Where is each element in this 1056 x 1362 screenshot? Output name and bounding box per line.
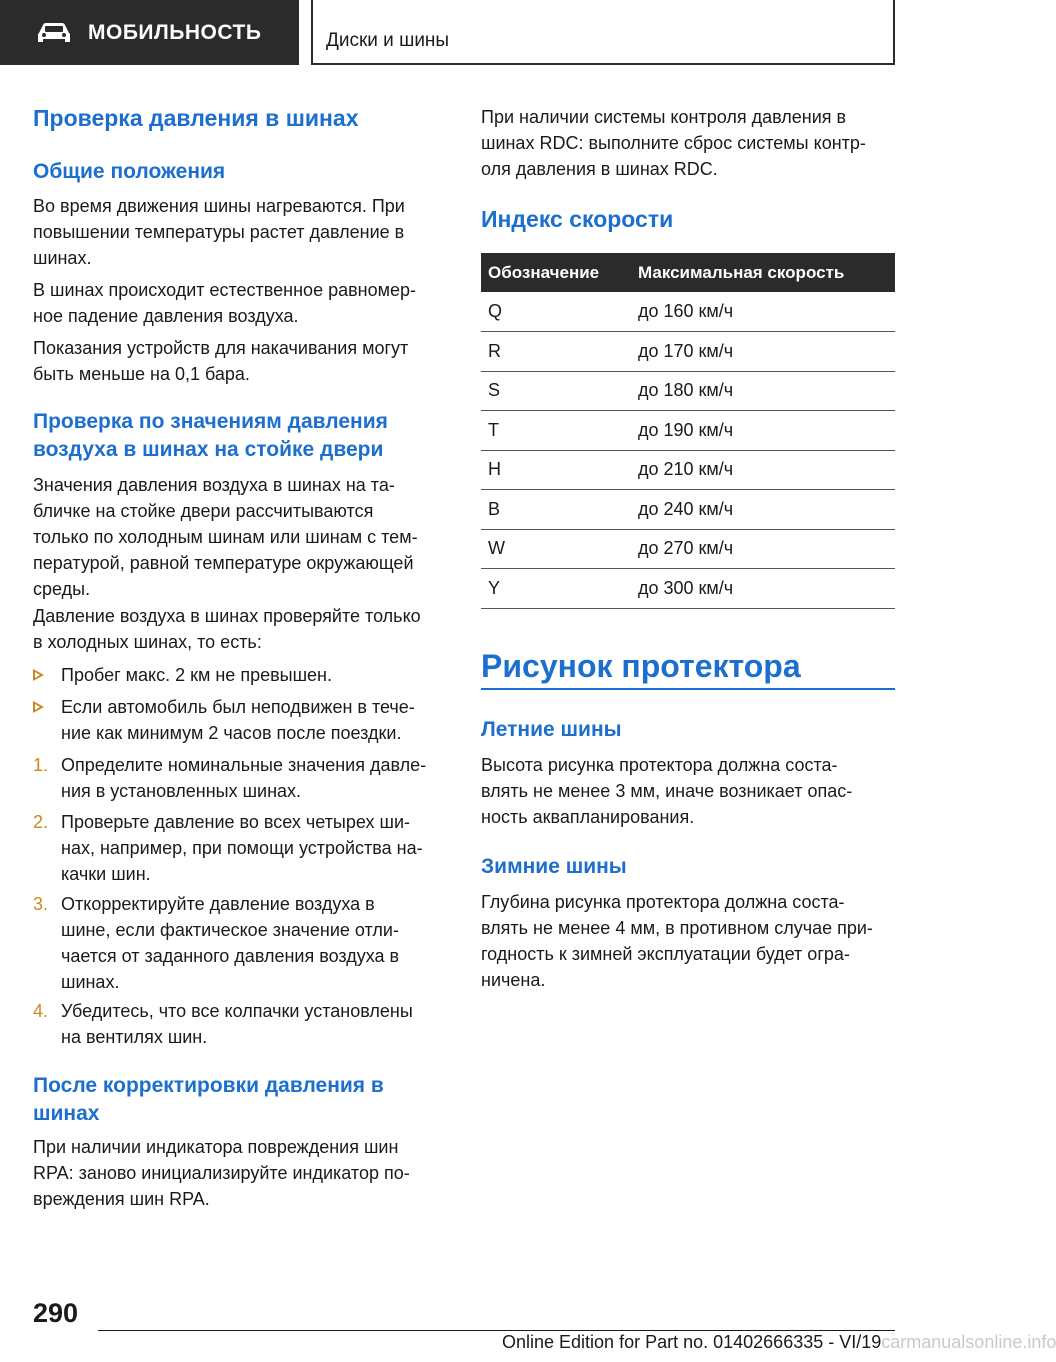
table-header-max-speed: Максимальная скорость xyxy=(631,253,895,292)
chapter-header xyxy=(311,0,895,65)
triangle-bullet-icon xyxy=(33,701,44,713)
page-number: 290 xyxy=(33,1298,79,1328)
door-text-1: Значения давления воздуха в шинах на та- бличке на стойке двери рассчитываются только по холодным шинам или шинам с тем- пературой, равной температуре окружающей среды. xyxy=(33,475,418,599)
summer-text: Высота рисунка протектора должна соста- влять не менее 3 мм, иначе возникает опас- ность аквапланирования. xyxy=(481,755,853,827)
chapter-title: Диски и шины xyxy=(326,30,450,51)
page-heading: Проверка давления в шинах xyxy=(33,105,359,131)
footer-edition: Online Edition for Part no. 01402666335 - VI/19carmanualsonline.info xyxy=(502,1332,1056,1352)
watermark: carmanualsonline.info xyxy=(881,1332,1056,1352)
table-row: B до 240 км/ч xyxy=(481,490,895,530)
general-heading: Общие положения xyxy=(33,160,226,183)
winter-text: Глубина рисунка протектора должна соста- влять не менее 4 мм, в противном случае при- годность к зимней эксплуатации будет огра- ничена. xyxy=(481,892,873,990)
step-number: 1. xyxy=(33,755,49,775)
table-row: R до 170 км/ч xyxy=(481,332,895,372)
after-text: При наличии индикатора повреждения шин RPA: заново инициализируйте индикатор по- вреждения шин RPA. xyxy=(33,1137,410,1209)
door-text-2: Давление воздуха в шинах проверяйте только в холодных шинах, то есть: xyxy=(33,606,421,652)
car-icon xyxy=(36,22,72,44)
speed-index-heading: Индекс скорости xyxy=(481,206,674,232)
after-heading: После корректировки давления в шинах xyxy=(33,1074,384,1125)
summer-heading: Летние шины xyxy=(481,718,622,741)
section-label: МОБИЛЬНОСТЬ xyxy=(88,20,262,44)
table-row: T до 190 км/ч xyxy=(481,411,895,451)
header-section-tab xyxy=(0,0,299,65)
table-row: W до 270 км/ч xyxy=(481,529,895,569)
step-number: 3. xyxy=(33,894,49,914)
winter-heading: Зимние шины xyxy=(481,855,627,878)
general-text-1: Во время движения шины нагреваются. При повышении температуры растет давление в шинах. xyxy=(33,196,405,268)
triangle-bullet-icon xyxy=(33,669,44,681)
footer-rule xyxy=(98,1330,895,1331)
table-row: S до 180 км/ч xyxy=(481,371,895,411)
heading-rule xyxy=(481,688,895,690)
general-text-2: В шинах происходит естественное равномер- ное падение давления воздуха. xyxy=(33,280,417,326)
table-row: Q до 160 км/ч xyxy=(481,292,895,332)
step-number: 4. xyxy=(33,1001,49,1021)
tread-heading: Рисунок протектора xyxy=(481,648,801,684)
step-number: 2. xyxy=(33,812,49,832)
general-text-3: Показания устройств для накачивания могут быть меньше на 0,1 бара. xyxy=(33,338,409,384)
table-row: Y до 300 км/ч xyxy=(481,569,895,609)
table-row: H до 210 км/ч xyxy=(481,450,895,490)
door-heading: Проверка по значениям давления воздуха в шинах на стойке двери xyxy=(33,410,388,461)
speed-index-table xyxy=(481,253,895,609)
rdc-text: При наличии системы контроля давления в шинах RDC: выполните сброс системы контр- оля давления в шинах RDC. xyxy=(481,107,866,179)
table-header-designation: Обозначение xyxy=(481,253,631,292)
